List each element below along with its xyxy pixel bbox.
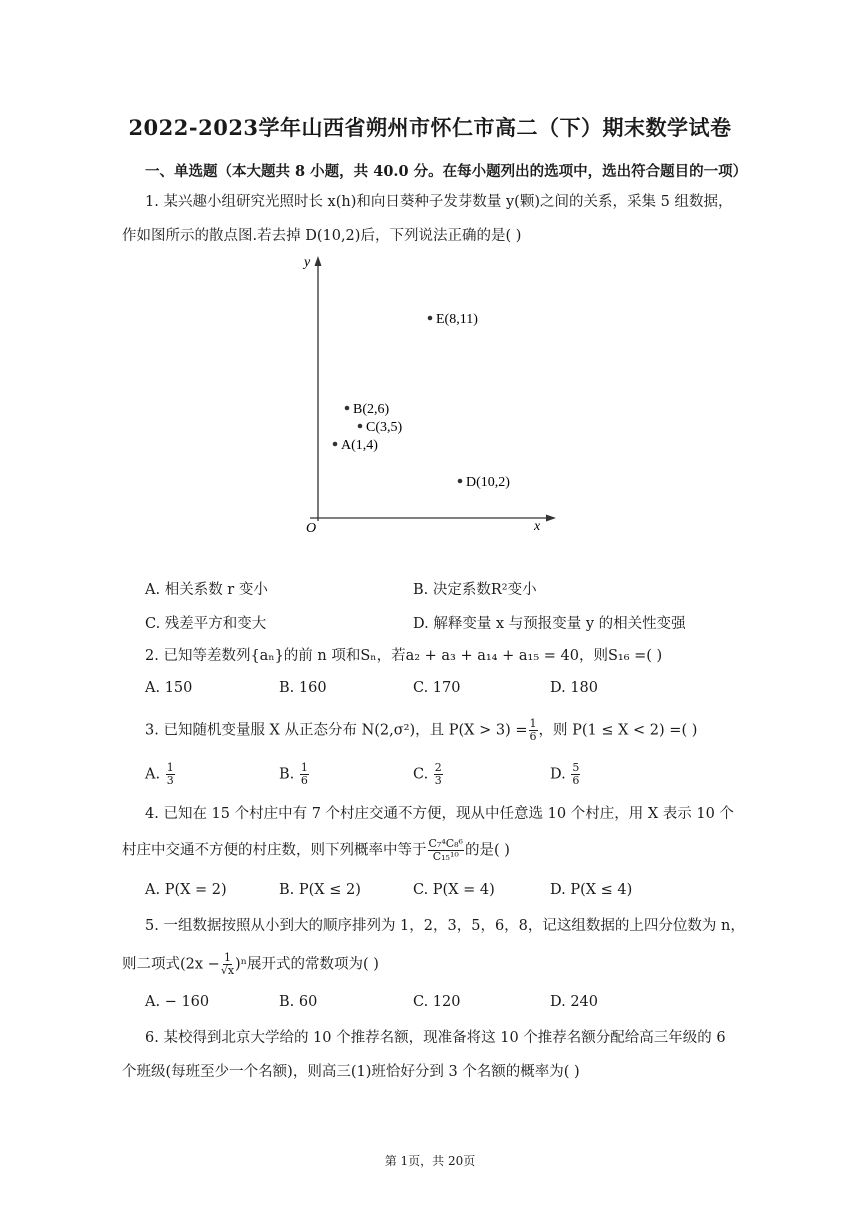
x-axis-label: x [534,519,541,534]
option-letter: C. [413,766,429,783]
q2-option-b: B. 160 [279,680,327,696]
frac-den: 3 [166,774,174,787]
q3-frac-num: 1 [529,717,537,730]
q5-option-b: B. 60 [279,994,318,1010]
y-axis-arrow [315,256,322,266]
q6-stem-line2: 个班级(每班至少一个名额)，则高三(1)班恰好分到 3 个名额的概率为( ) [122,1064,580,1080]
point-b [345,406,350,411]
q4-stem-part2: 的是( ) [464,842,510,859]
option-letter: A. [145,766,161,783]
q5-option-d: D. 240 [550,994,599,1010]
fraction [571,762,580,787]
q2-stem: 2. 已知等差数列{aₙ}的前 n 项和Sₙ，若a₂ + a₃ + a₁₄ + a₁₅ = 40，则S₁₆ =( ) [145,648,663,664]
q5-stem-line2 [122,952,379,977]
page-footer: 第 1页，共 20页 [384,1154,476,1168]
point-c [358,424,363,429]
q3-option-b [279,762,310,787]
q4-option-c: C. P(X = 4) [413,882,495,898]
q4-stem-line2 [122,838,510,863]
q4-option-b: B. P(X ≤ 2) [279,882,361,898]
point-e-label: E(8,11) [436,312,478,327]
point-a [333,442,338,447]
q4-option-d: D. P(X ≤ 4) [550,882,633,898]
q3-stem [145,718,697,743]
q1-stem-line1: 1. 某兴趣小组研究光照时长 x(h)和向日葵种子发芽数量 y(颗)之间的关系，采集 5 组数据， [145,194,733,210]
q3-frac-den: 6 [529,730,537,743]
q1-option-a: A. 相关系数 r 变小 [145,582,268,598]
q4-option-a: A. P(X = 2) [145,882,227,898]
frac-den: C₁₅¹⁰ [432,850,459,863]
point-d [458,479,463,484]
q5-stem-line1: 5. 一组数据按照从小到大的顺序排列为 1，2，3，5，6，8，记这组数据的上四分位数为 n， [145,918,745,934]
q6-stem-line1: 6. 某校得到北京大学给的 10 个推荐名额，现准备将这 10 个推荐名额分配给高三年级的 6 [145,1030,726,1046]
point-a-label: A(1,4) [341,438,378,453]
y-axis-label: y [304,255,311,270]
page-title: 2022-2023学年山西省朔州市怀仁市高二（下）期末数学试卷 [128,115,732,140]
q3-stem-part2: ，则 P(1 ≤ X < 2) =( ) [538,722,698,739]
frac-den: 6 [572,774,580,787]
scatter-plot [290,248,570,538]
q5-option-c: C. 120 [413,994,461,1010]
point-b-label: B(2,6) [353,402,390,417]
q1-stem-line2: 作如图所示的散点图.若去掉 D(10,2)后，下列说法正确的是( ) [122,228,522,244]
q5-stem-part1: 则二项式(2x − [122,956,220,973]
q1-option-d: D. 解释变量 x 与预报变量 y 的相关性变强 [413,616,686,632]
frac-den: 6 [300,774,308,787]
q2-option-c: C. 170 [413,680,461,696]
q3-option-d [550,762,581,787]
q4-stem-line1: 4. 已知在 15 个村庄中有 7 个村庄交通不方便，现从中任意选 10 个村庄，用 X 表示 10 个 [145,806,734,822]
option-letter: B. [279,766,295,783]
frac-num: 1 [166,761,174,774]
point-d-label: D(10,2) [466,475,510,490]
frac-den: √x [220,964,235,977]
frac-num: C₇⁴C₈⁶ [428,837,463,850]
frac-den: 3 [434,774,442,787]
q3-option-a [145,762,176,787]
q3-stem-part1: 3. 已知随机变量服 X 从正态分布 N(2,σ²)，且 P(X > 3) = [145,722,528,739]
q5-stem-part2: )ⁿ展开式的常数项为( ) [235,956,379,973]
q4-fraction [428,838,464,863]
fraction [300,762,309,787]
q2-option-d: D. 180 [550,680,599,696]
q1-option-c: C. 残差平方和变大 [145,616,267,632]
q3-option-c [413,762,444,787]
fraction [166,762,175,787]
frac-num: 1 [300,761,308,774]
q5-fraction [221,952,234,977]
origin-label: O [306,521,317,536]
q2-option-a: A. 150 [145,680,193,696]
q4-stem-part1: 村庄中交通不方便的村庄数，则下列概率中等于 [122,842,427,859]
q5-option-a: A. − 160 [145,994,210,1010]
q3-fraction [529,718,538,743]
fraction [434,762,443,787]
frac-num: 2 [434,761,442,774]
option-letter: D. [550,766,566,783]
q1-option-b: B. 决定系数R²变小 [413,582,537,598]
x-axis-arrow [546,515,556,522]
point-e [428,316,433,321]
section-heading: 一、单选题（本大题共 8 小题，共 40.0 分。在每小题列出的选项中，选出符合题目的一项） [145,163,748,180]
frac-num: 5 [572,761,580,774]
point-c-label: C(3,5) [366,420,403,435]
frac-num: 1 [223,951,231,964]
